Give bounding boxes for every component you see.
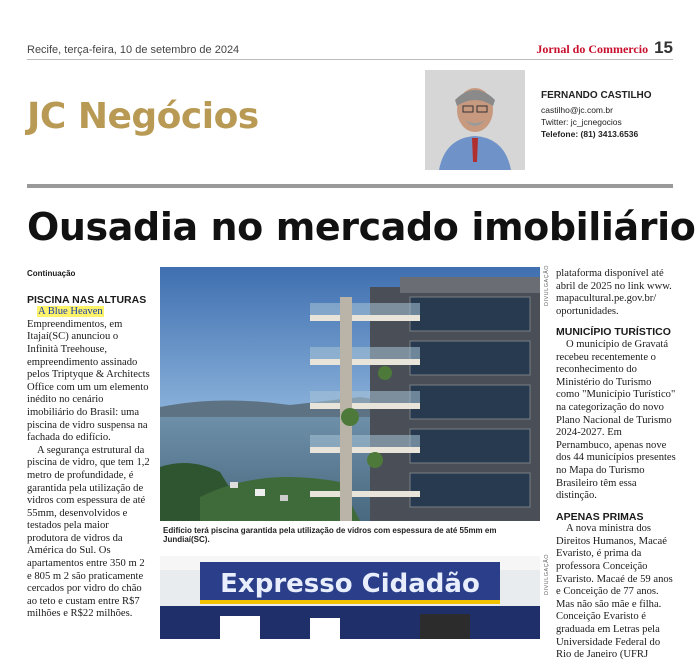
continuation-label: Continuação (27, 269, 76, 278)
subhead-piscina: PISCINA NAS ALTURAS (27, 293, 147, 306)
columnist-phone: Telefone: (81) 3413.6536 (541, 129, 639, 139)
columnist-twitter: Twitter: jc_jcnegocios (541, 117, 622, 127)
sign-text: Expresso Cidadão (220, 569, 480, 599)
paper-name: Jornal do Commercio (536, 42, 649, 56)
paragraph: O município de Gravatá recebeu recentemente o reconhecimento do Ministério do Turismo como "Município Turístico" na categorização do novo Plano Nacional de Turismo 2024-2027. Em Pernambuco, apenas nove dos 44 municípios presentes no Mapa do Turismo Brasileiro têm essa distinção. (556, 338, 676, 502)
paragraph: plataforma disponível até abril de 2025 no link www. mapacultural.pe.gov.br/ oportunidades. (556, 268, 672, 317)
dateline: Recife, terça-feira, 10 de setembro de 2024 (27, 44, 240, 56)
paragraph (27, 306, 152, 319)
highlighted-text: A Blue Heaven (38, 306, 103, 318)
masthead (536, 38, 673, 58)
paragraph: Empreendimentos, em Itajaí(SC) anunciou o Infinità Treehouse, empreendimento assinado pelos Triptyque & Architects Office com um um elemento inédito no cenário imobiliário do Brasil: uma piscina de vidro suspensa na fachada do edifício. (27, 318, 150, 444)
subhead-primas: APENAS PRIMAS (556, 510, 644, 523)
right-column (556, 268, 676, 662)
columnist-info (541, 90, 652, 140)
photo-credit: DIVULGAÇÃO (544, 264, 550, 306)
section-divider (27, 184, 673, 188)
expresso-cidadao-photo (160, 556, 540, 639)
columnist-email[interactable]: castilho@jc.com.br (541, 105, 613, 115)
photo-credit: DIVULGAÇÃO (544, 553, 550, 595)
page-number: 15 (654, 38, 673, 57)
paragraph: A nova ministra dos Direitos Humanos, Macaé Evaristo, é prima da professora Conceição Evaristo. Macaé de 59 anos e Conceição de 77 anos. Mas não são mãe e filha. Conceição Evaristo é graduada em Letras pela Universidade Federal do Rio de Janeiro (UFRJ (556, 523, 673, 661)
left-column (27, 268, 152, 621)
section-title: JC Negócios (27, 96, 259, 137)
columnist-photo (425, 70, 525, 170)
photo-caption: Edifício terá piscina garantida pela utilização de vidros com espessura de até 55mm em Jundiaí(SC). (163, 526, 497, 544)
paragraph: A segurança estrutural da piscina de vidro, que tem 1,2 metro de profundidade, é garantida pela utilização de vidros com espessura de até 55mm, desenvolvidos e testados pela maior produtora de vidros da América do Sul. Os apartamentos entre 350 m 2 e 805 m 2 são praticamente cercados por vidro do chão ao teto e custam entre R$7 milhões e R$22 milhões. (27, 444, 150, 620)
subhead-municipio: MUNICÍPIO TURÍSTICO (556, 326, 671, 339)
headline: Ousadia no mercado imobiliário (27, 205, 696, 249)
columnist-name: FERNANDO CASTILHO (541, 90, 652, 101)
building-photo (160, 267, 540, 521)
